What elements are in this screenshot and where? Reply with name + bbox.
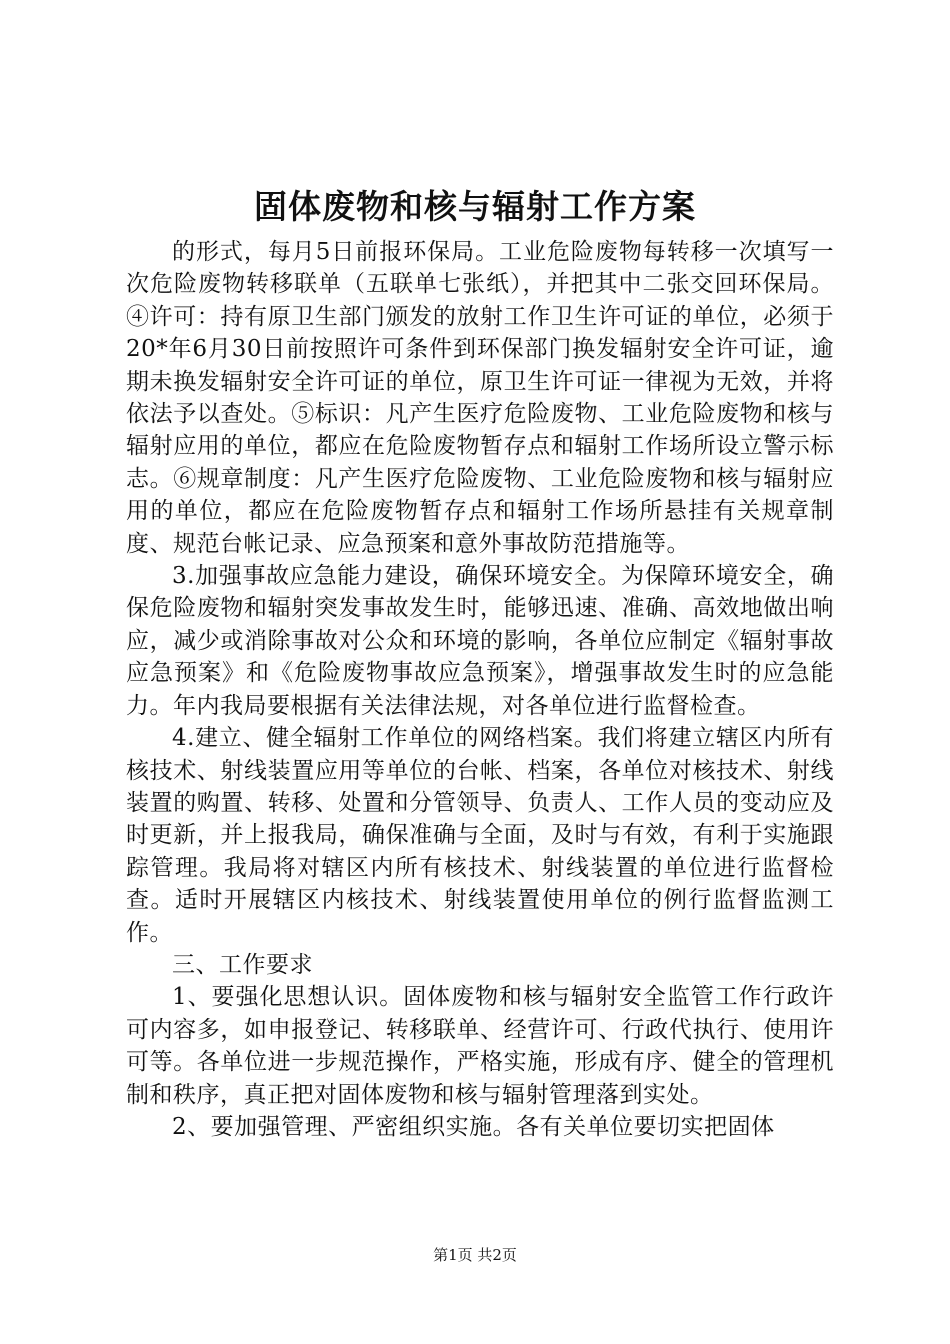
paragraph: 1、要强化思想认识。固体废物和核与辐射安全监管工作行政许可内容多，如申报登记、转移联单、经营许可、行政代执行、使用许可等。各单位进一步规范操作，严格实施，形成有序、健全的管理机制和秩序，真正把对固体废物和核与辐射管理落到实处。	[126, 984, 834, 1108]
section-heading: 三、工作要求	[172, 951, 313, 978]
page-number-footer: 第1页 共2页	[433, 1246, 517, 1264]
paragraph: 4.建立、健全辐射工作单位的网络档案。我们将建立辖区内所有核技术、射线装置应用等单位的台帐、档案，各单位对核技术、射线装置的购置、转移、处置和分管领导、负责人、工作人员的变动应及时更新，并上报我局，确保准确与全面，及时与有效，有利于实施跟踪管理。我局将对辖区内所有核技术、射线装置的单位进行监督检查。适时开展辖区内核技术、射线装置使用单位的例行监督监测工作。	[126, 725, 834, 946]
document-title: 固体废物和核与辐射工作方案	[254, 187, 696, 226]
paragraph: 2、要加强管理、严密组织实施。各有关单位要切实把固体	[172, 1113, 775, 1140]
document-body	[126, 236, 834, 1143]
paragraph: 的形式，每月5日前报环保局。工业危险废物每转移一次填写一次危险废物转移联单（五联单七张纸），并把其中二张交回环保局。④许可：持有原卫生部门颁发的放射工作卫生许可证的单位，必须于20*年6月30日前按照许可条件到环保部门换发辐射安全许可证，逾期未换发辐射安全许可证的单位，原卫生许可证一律视为无效，并将依法予以查处。⑤标识：凡产生医疗危险废物、工业危险废物和核与辐射应用的单位，都应在危险废物暂存点和辐射工作场所设立警示标志。⑥规章制度：凡产生医疗危险废物、工业危险废物和核与辐射应用的单位，都应在危险废物暂存点和辐射工作场所悬挂有关规章制度、规范台帐记录、应急预案和意外事故防范措施等。	[126, 239, 834, 557]
paragraph: 3.加强事故应急能力建设，确保环境安全。为保障环境安全，确保危险废物和辐射突发事故发生时，能够迅速、准确、高效地做出响应，减少或消除事故对公众和环境的影响，各单位应制定《辐射事故应急预案》和《危险废物事故应急预案》，增强事故发生时的应急能力。年内我局要根据有关法律法规，对各单位进行监督检查。	[126, 563, 834, 719]
